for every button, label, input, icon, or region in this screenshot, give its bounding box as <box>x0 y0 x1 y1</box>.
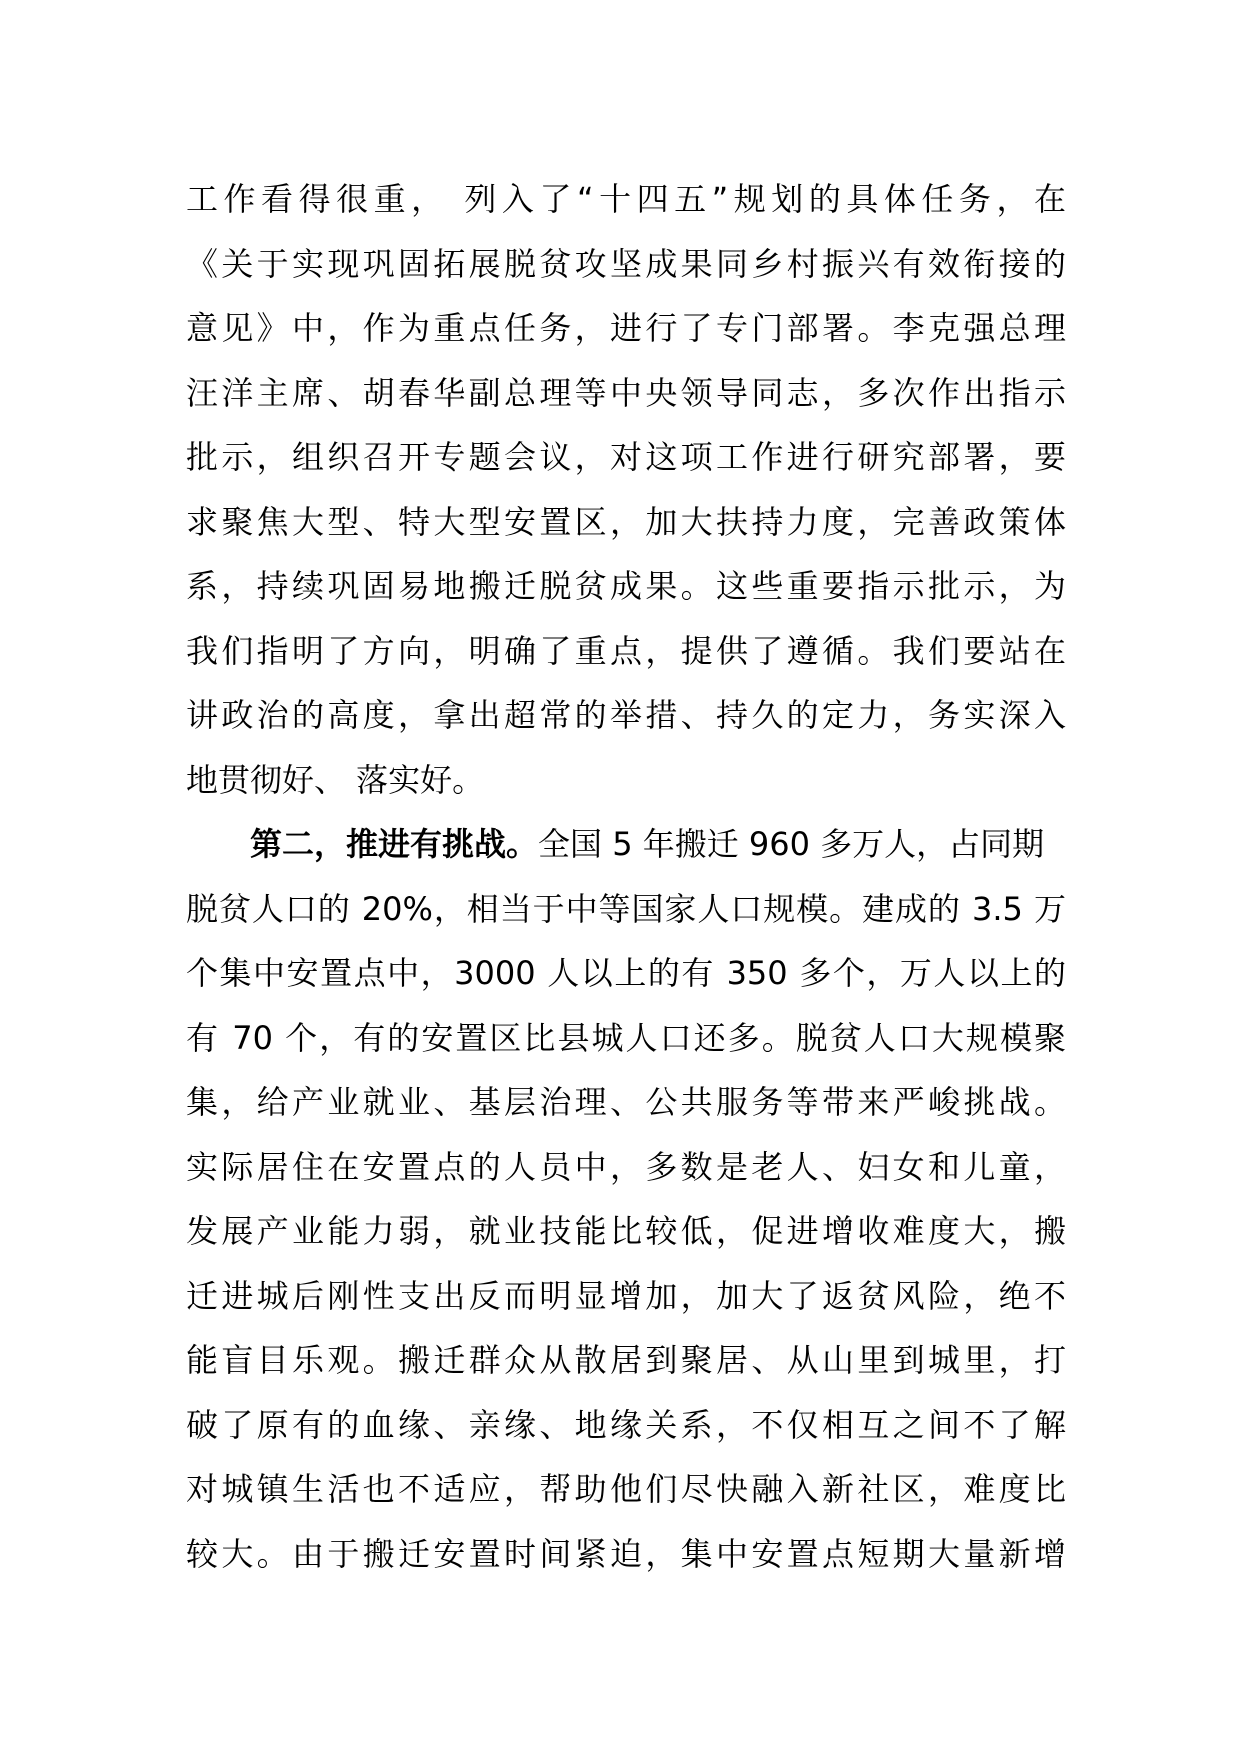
section-heading: 第二，推进有挑战。 <box>250 825 539 863</box>
text-line: 发展产业能力弱，就业技能比较低，促进增收难度大，搬 <box>186 1212 1066 1250</box>
body-text <box>186 167 1066 1586</box>
text-line: 《关于实现巩固拓展脱贫攻坚成果同乡村振兴有效衔接的 <box>186 244 1066 283</box>
paragraph-2 <box>186 812 1066 1586</box>
text-line: 工作看得很重， 列入了“十四五”规划的具体任务，在 <box>186 180 1066 218</box>
text-line: 集，给产业就业、基层治理、公共服务等带来严峻挑战。 <box>186 1083 1066 1121</box>
text-line: 较大。由于搬迁安置时间紧迫，集中安置点短期大量新增 <box>186 1534 1066 1573</box>
text-line: 对城镇生活也不适应，帮助他们尽快融入新社区，难度比 <box>186 1470 1066 1508</box>
text-line: 实际居住在安置点的人员中，多数是老人、妇女和儿童， <box>186 1147 1066 1186</box>
text-line: 有 70 个，有的安置区比县城人口还多。脱贫人口大规模聚 <box>186 1018 1066 1057</box>
text-line: 能盲目乐观。搬迁群众从散居到聚居、从山里到城里，打 <box>186 1341 1066 1379</box>
text-line: 迁进城后刚性支出反而明显增加，加大了返贫风险，绝不 <box>186 1276 1066 1315</box>
text-line: 脱贫人口的 20%，相当于中等国家人口规模。建成的 3.5 万 <box>186 889 1066 928</box>
text-line: 意见》中，作为重点任务，进行了专门部署。李克强总理 <box>186 309 1066 347</box>
paragraph-1 <box>186 167 1066 812</box>
text-line-first <box>186 812 1066 877</box>
text-line: 我们指明了方向，明确了重点，提供了遵循。我们要站在 <box>186 631 1066 670</box>
text-line: 批示，组织召开专题会议，对这项工作进行研究部署，要 <box>186 438 1066 476</box>
text-line: 地贯彻好、 落实好。 <box>186 760 485 799</box>
text-line: 系，持续巩固易地搬迁脱贫成果。这些重要指示批示，为 <box>186 567 1066 605</box>
text-run: 全国 5 年搬迁 960 多万人，占同期 <box>538 825 1045 863</box>
text-line: 个集中安置点中，3000 人以上的有 350 多个，万人以上的 <box>186 954 1066 992</box>
text-line: 汪洋主席、胡春华副总理等中央领导同志，多次作出指示 <box>186 373 1066 412</box>
text-line: 破了原有的血缘、亲缘、地缘关系，不仅相互之间不了解 <box>186 1405 1066 1444</box>
text-line: 求聚焦大型、特大型安置区，加大扶持力度，完善政策体 <box>186 502 1066 541</box>
text-line: 讲政治的高度，拿出超常的举措、持久的定力，务实深入 <box>186 696 1066 734</box>
